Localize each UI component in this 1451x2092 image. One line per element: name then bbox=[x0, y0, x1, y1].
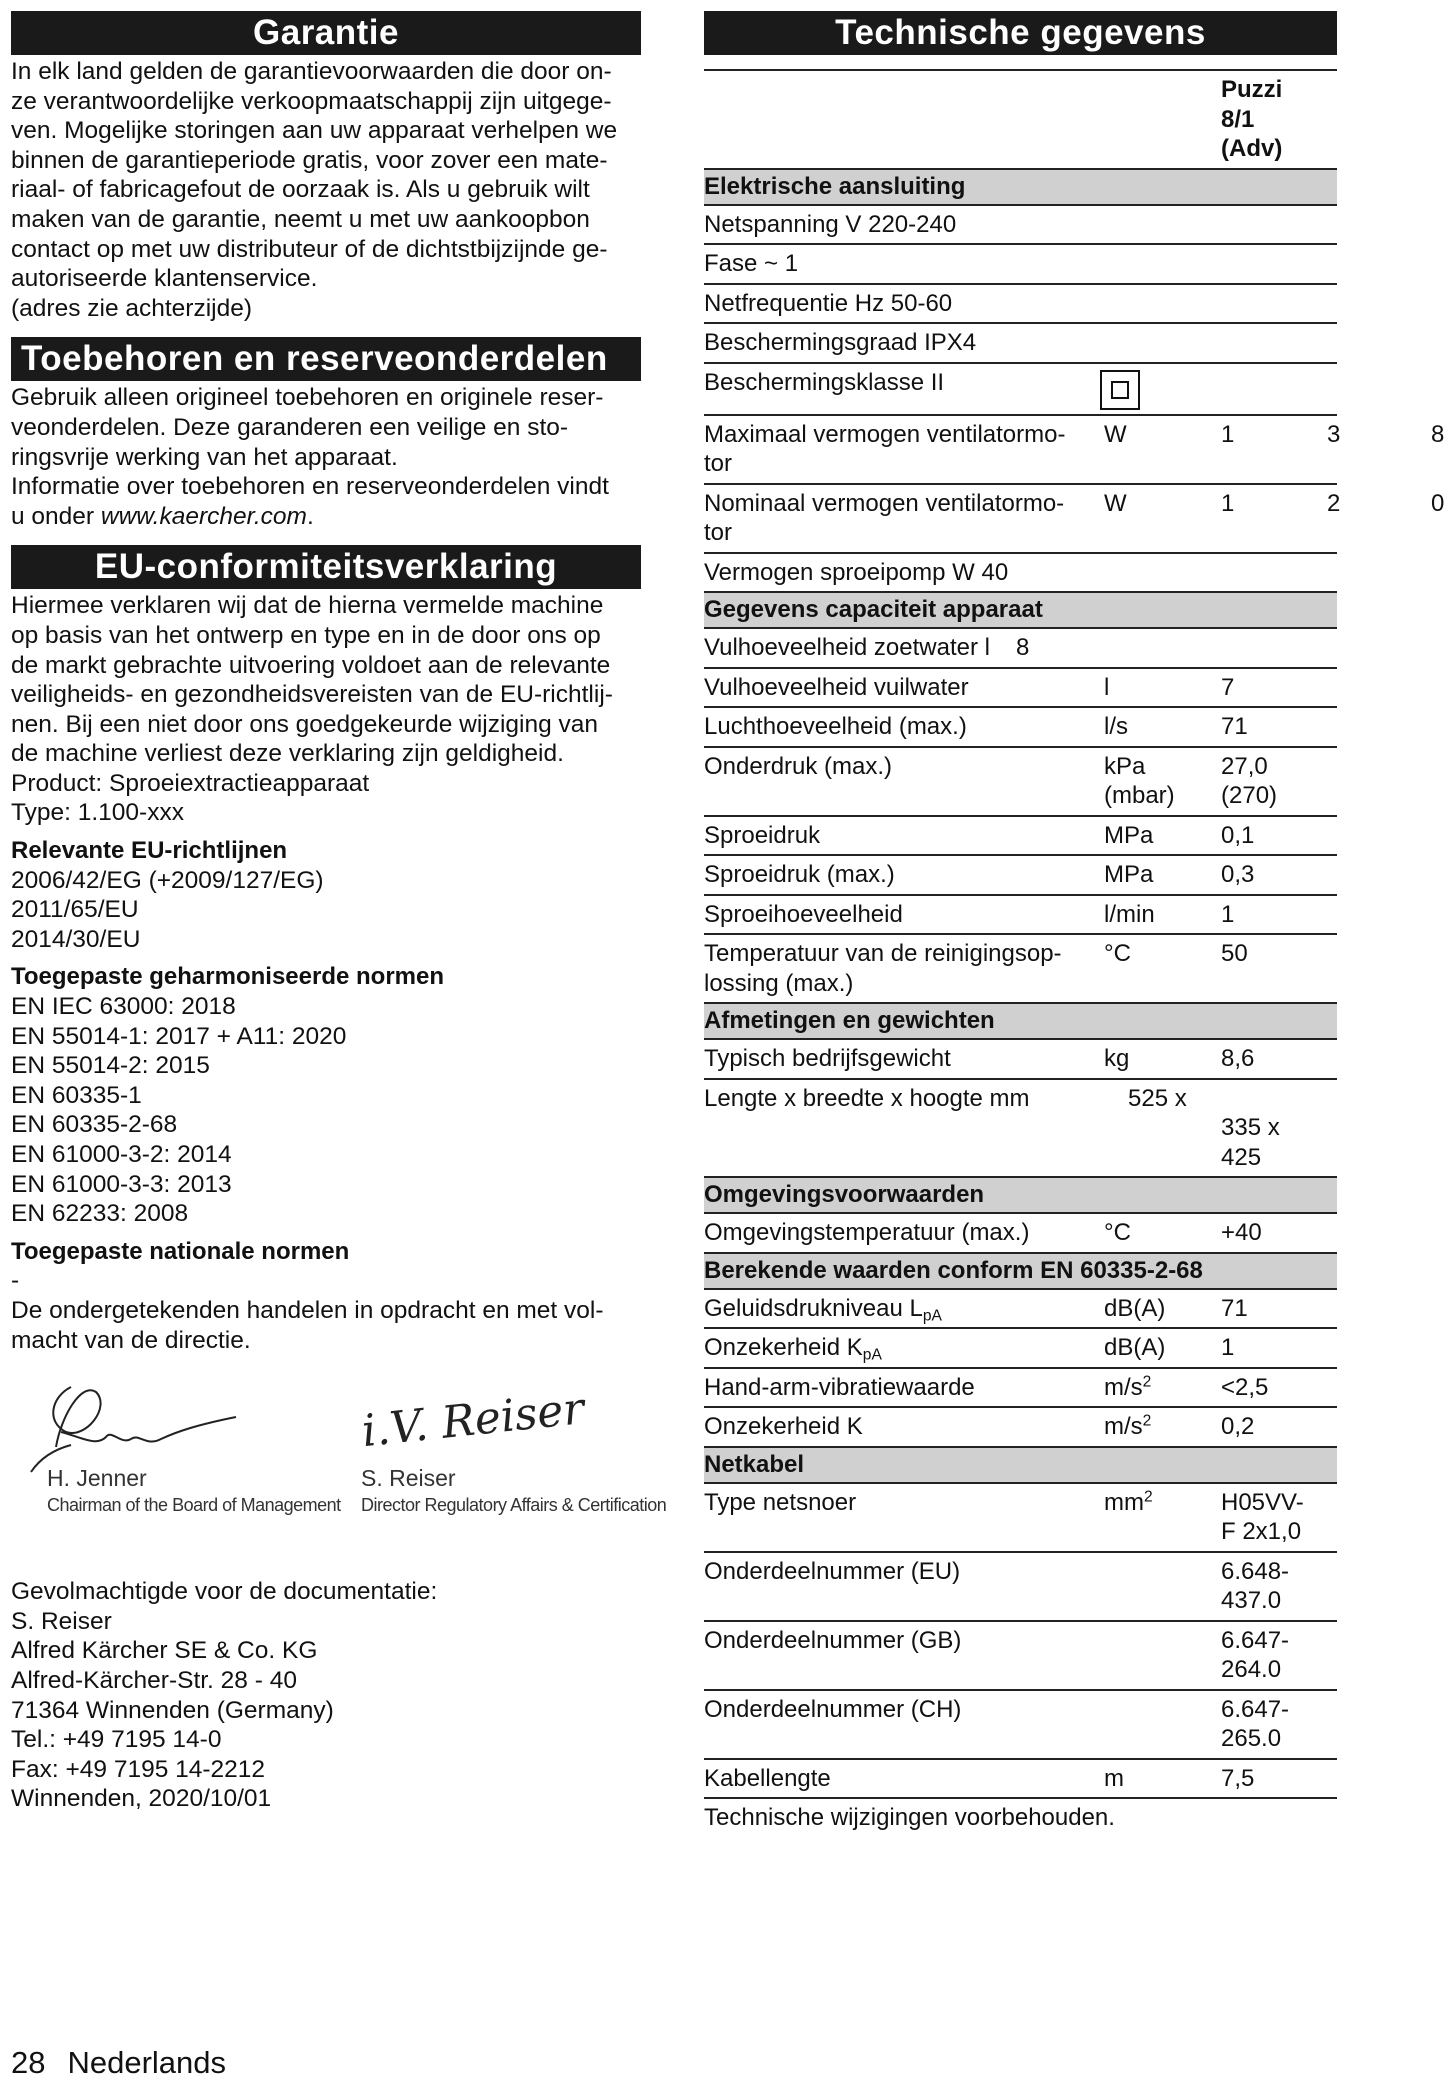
page-language: Nederlands bbox=[67, 2045, 227, 2080]
row-label bbox=[704, 1289, 1104, 1329]
row-label: Netfrequentie Hz 50-60 bbox=[704, 284, 1337, 324]
row-label: Hand-arm-vibratiewaarde bbox=[704, 1368, 1104, 1408]
row-value: 0,1 bbox=[1221, 816, 1337, 856]
signature-reiser-scribble bbox=[351, 1377, 587, 1458]
row-value: 1 bbox=[1221, 1328, 1337, 1368]
row-label bbox=[704, 415, 1104, 484]
label-text: Vulhoeveelheid zoetwater l bbox=[704, 634, 990, 661]
label-text: Geluidsdrukniveau L bbox=[704, 1294, 923, 1322]
right-column bbox=[704, 11, 1445, 1833]
unit-line: (mbar) bbox=[1104, 782, 1175, 809]
contact-block bbox=[11, 1577, 641, 1814]
text-line: op basis van het ontwerp en type en in de door ons op bbox=[11, 621, 601, 649]
table-row bbox=[704, 668, 1337, 708]
row-value: 8,6 bbox=[1221, 1039, 1337, 1079]
value-line: 265.0 bbox=[1221, 1725, 1282, 1752]
model-name bbox=[1221, 70, 1337, 169]
unit-superscript: 2 bbox=[1143, 1487, 1153, 1505]
row-value bbox=[1221, 415, 1445, 484]
unit-line: kPa bbox=[1104, 752, 1146, 780]
value-line: 27,0 bbox=[1221, 752, 1268, 780]
label-subscript: pA bbox=[862, 1346, 882, 1364]
table-row bbox=[704, 747, 1337, 816]
row-label: Onderdruk (max.) bbox=[704, 747, 1104, 816]
row-label bbox=[704, 934, 1104, 1003]
signature-role: Chairman of the Board of Management bbox=[47, 1495, 341, 1516]
table-row bbox=[704, 244, 1337, 284]
row-label: Beschermingsklasse II bbox=[704, 363, 1104, 415]
double-insulation-icon bbox=[1100, 368, 1146, 410]
row-label: Luchthoeveelheid (max.) bbox=[704, 707, 1104, 747]
richtlijn-item: 2011/65/EU bbox=[11, 896, 139, 924]
row-unit: dB(A) bbox=[1104, 1289, 1221, 1329]
nationaal-value: - bbox=[11, 1267, 20, 1295]
table-row bbox=[704, 816, 1337, 856]
page-number: 28 bbox=[11, 2045, 46, 2080]
section-title-toebehoren: Toebehoren en reserveonderdelen bbox=[11, 337, 641, 381]
value-line: 6.648- bbox=[1221, 1557, 1290, 1585]
richtlijn-item: 2014/30/EU bbox=[11, 925, 141, 953]
unit-superscript: 2 bbox=[1142, 1372, 1152, 1390]
table-row bbox=[704, 1407, 1337, 1447]
row-value bbox=[1221, 1621, 1337, 1690]
page-footer bbox=[11, 2045, 248, 2081]
text-line: maken van de garantie, neemt u met uw aankoopbon bbox=[11, 205, 590, 233]
section-row bbox=[704, 1177, 1337, 1213]
row-label: Type netsnoer bbox=[704, 1483, 1104, 1552]
row-label: Onderdeelnummer (GB) bbox=[704, 1621, 1104, 1690]
row-label: Sproeidruk bbox=[704, 816, 1104, 856]
row-value bbox=[1221, 1079, 1337, 1178]
section-label: Gegevens capaciteit apparaat bbox=[704, 592, 1337, 628]
value-digit: 1 bbox=[1221, 489, 1235, 517]
row-label bbox=[704, 628, 1337, 668]
row-value bbox=[1221, 484, 1445, 553]
value-digit: 0 bbox=[1431, 489, 1445, 517]
table-row bbox=[704, 1328, 1337, 1368]
model-line: (Adv) bbox=[1221, 135, 1283, 162]
norm-item: EN 61000-3-3: 2013 bbox=[11, 1170, 232, 1198]
text-line: nen. Bij een niet door ons goedgekeurde wijziging van bbox=[11, 710, 599, 738]
section-label: Omgevingsvoorwaarden bbox=[704, 1177, 1337, 1213]
label-line: tor bbox=[704, 450, 733, 477]
row-unit: l/s bbox=[1104, 707, 1221, 747]
table-row bbox=[704, 895, 1337, 935]
row-unit: l/min bbox=[1104, 895, 1221, 935]
table-row bbox=[704, 1289, 1337, 1329]
row-value: 7,5 bbox=[1221, 1759, 1337, 1799]
row-label: Sproeihoeveelheid bbox=[704, 895, 1104, 935]
value-line: 335 x bbox=[1221, 1114, 1280, 1141]
text-line: ven. Mogelijke storingen aan uw apparaat verhelpen we bbox=[11, 117, 618, 145]
table-row bbox=[704, 855, 1337, 895]
signature-jenner-scribble bbox=[11, 1377, 251, 1477]
row-value: 71 bbox=[1221, 707, 1337, 747]
table-row bbox=[704, 1759, 1337, 1799]
table-row bbox=[704, 205, 1337, 245]
table-row bbox=[704, 323, 1337, 363]
row-label: Omgevingstemperatuur (max.) bbox=[704, 1213, 1104, 1253]
row-label: Kabellengte bbox=[704, 1759, 1104, 1799]
contact-line: S. Reiser bbox=[11, 1607, 112, 1635]
table-row bbox=[704, 628, 1337, 668]
contact-line: Alfred Kärcher SE & Co. KG bbox=[11, 1637, 318, 1665]
value-line: 425 bbox=[1221, 1143, 1262, 1171]
table-row bbox=[704, 1039, 1337, 1079]
row-value: +40 bbox=[1221, 1213, 1337, 1253]
norm-item: EN 55014-1: 2017 + A11: 2020 bbox=[11, 1022, 347, 1050]
norm-item: EN 60335-2-68 bbox=[11, 1111, 178, 1139]
row-value: 1 bbox=[1221, 895, 1337, 935]
text-line bbox=[11, 502, 641, 532]
value-line: 6.647- bbox=[1221, 1695, 1290, 1723]
text-line: veiligheids- en gezondheidsvereisten van de EU-richtlij- bbox=[11, 681, 613, 709]
row-unit: MPa bbox=[1104, 855, 1221, 895]
section-title-eu: EU-conformiteitsverklaring bbox=[11, 545, 641, 589]
section-row bbox=[704, 1003, 1337, 1039]
text-line: de markt gebrachte uitvoering voldoet aan de relevante bbox=[11, 651, 611, 679]
tech-table bbox=[704, 69, 1445, 1799]
row-unit: dB(A) bbox=[1104, 1328, 1221, 1368]
row-label: Vulhoeveelheid vuilwater bbox=[704, 668, 1104, 708]
unit-text: mm bbox=[1104, 1488, 1144, 1516]
norm-item: EN 60335-1 bbox=[11, 1081, 142, 1109]
signatures bbox=[11, 1377, 667, 1577]
unit-superscript: 2 bbox=[1142, 1412, 1152, 1430]
signature-role: Director Regulatory Affairs & Certification bbox=[361, 1495, 667, 1516]
text-line: Type: 1.100-xxx bbox=[11, 799, 184, 827]
section-label: Elektrische aansluiting bbox=[704, 169, 1337, 205]
value-line: (270) bbox=[1221, 782, 1278, 809]
row-unit bbox=[1104, 1368, 1221, 1408]
text-line: Gebruik alleen origineel toebehoren en originele reser- bbox=[11, 384, 604, 412]
value-digit: 2 bbox=[1327, 489, 1341, 517]
label-subscript: pA bbox=[922, 1307, 942, 1325]
row-unit bbox=[1104, 1079, 1221, 1178]
row-unit: °C bbox=[1104, 1213, 1221, 1253]
text-line: Product: Sproeiextractieapparaat bbox=[11, 769, 370, 797]
text-line: de machine verliest deze verklaring zijn geldigheid. bbox=[11, 740, 564, 768]
section-row bbox=[704, 169, 1337, 205]
contact-line: Gevolmachtigde voor de documentatie: bbox=[11, 1578, 438, 1606]
row-unit bbox=[1104, 1483, 1221, 1552]
norm-item: EN IEC 63000: 2018 bbox=[11, 993, 236, 1021]
eu-text bbox=[11, 591, 641, 1355]
row-value: 0,2 bbox=[1221, 1407, 1337, 1447]
table-row bbox=[704, 1690, 1337, 1759]
text-fragment: . bbox=[306, 502, 314, 530]
section-row bbox=[704, 592, 1337, 628]
text-line: In elk land gelden de garantievoorwaarden die door on- bbox=[11, 58, 612, 85]
row-unit bbox=[1104, 1407, 1221, 1447]
value-digit: 8 bbox=[1431, 420, 1445, 448]
section-label: Berekende waarden conform EN 60335-2-68 bbox=[704, 1253, 1337, 1289]
normen-heading: Toegepaste geharmoniseerde normen bbox=[11, 963, 445, 991]
row-value bbox=[1104, 363, 1337, 415]
table-row bbox=[704, 284, 1337, 324]
row-unit: °C bbox=[1104, 934, 1221, 1003]
kaercher-link[interactable]: www.kaercher.com bbox=[100, 502, 307, 530]
row-unit bbox=[1104, 747, 1221, 816]
text-line: autoriseerde klantenservice. bbox=[11, 265, 318, 293]
value-line: 525 x bbox=[1128, 1084, 1187, 1112]
toebehoren-text bbox=[11, 383, 641, 531]
text-line: veonderdelen. Deze garanderen een veilige en sto- bbox=[11, 413, 569, 441]
table-row bbox=[704, 1213, 1337, 1253]
richtlijn-item: 2006/42/EG (+2009/127/EG) bbox=[11, 866, 324, 894]
nationaal-heading: Toegepaste nationale normen bbox=[11, 1237, 350, 1265]
value-line: 437.0 bbox=[1221, 1587, 1282, 1614]
row-value: 7 bbox=[1221, 668, 1337, 708]
row-value: <2,5 bbox=[1221, 1368, 1337, 1408]
contact-line: Winnenden, 2020/10/01 bbox=[11, 1785, 272, 1813]
row-label: Onderdeelnummer (CH) bbox=[704, 1690, 1104, 1759]
left-column bbox=[11, 11, 667, 1814]
section-title-tech: Technische gegevens bbox=[704, 11, 1337, 55]
label-line: Maximaal vermogen ventilatormo- bbox=[704, 420, 1066, 448]
label-text: Onzekerheid K bbox=[704, 1334, 863, 1361]
contact-line: Alfred-Kärcher-Str. 28 - 40 bbox=[11, 1666, 297, 1694]
row-unit: W bbox=[1104, 484, 1221, 553]
norm-item: EN 61000-3-2: 2014 bbox=[11, 1141, 232, 1168]
row-value: 0,3 bbox=[1221, 855, 1337, 895]
signature-name: S. Reiser bbox=[361, 1465, 456, 1492]
table-row bbox=[704, 363, 1337, 415]
row-value bbox=[1221, 1483, 1337, 1552]
text-line: ringsvrije werking van het apparaat. bbox=[11, 443, 398, 471]
table-row bbox=[704, 553, 1337, 593]
table-row bbox=[704, 1368, 1337, 1408]
table-row bbox=[704, 484, 1337, 553]
richtlijnen-heading: Relevante EU-richtlijnen bbox=[11, 837, 288, 865]
row-value bbox=[1221, 747, 1337, 816]
row-value bbox=[1221, 1690, 1337, 1759]
table-row bbox=[704, 415, 1337, 484]
signature-reiser-text: i.V. Reiser bbox=[359, 1383, 587, 1458]
section-label: Netkabel bbox=[704, 1447, 1337, 1483]
row-label: Sproeidruk (max.) bbox=[704, 855, 1104, 895]
tech-note: Technische wijzigingen voorbehouden. bbox=[704, 1804, 1115, 1831]
text-line: De ondergetekenden handelen in opdracht en met vol- bbox=[11, 1296, 604, 1324]
row-label: Beschermingsgraad IPX4 bbox=[704, 323, 1337, 363]
row-value: 8 bbox=[1015, 634, 1030, 661]
row-unit: m bbox=[1104, 1759, 1221, 1799]
row-label bbox=[704, 484, 1104, 553]
section-row bbox=[704, 1253, 1337, 1289]
garantie-text bbox=[11, 57, 641, 323]
row-unit: W bbox=[1104, 415, 1221, 484]
text-line: macht van de directie. bbox=[11, 1326, 251, 1354]
row-label: Onzekerheid K bbox=[704, 1407, 1104, 1447]
text-line: contact op met uw distributeur of de dichtstbijzijnde ge- bbox=[11, 235, 608, 263]
table-row bbox=[704, 70, 1337, 169]
table-row bbox=[704, 707, 1337, 747]
row-value bbox=[1221, 1552, 1337, 1621]
label-line: Nominaal vermogen ventilatormo- bbox=[704, 489, 1065, 517]
unit-text: m/s bbox=[1104, 1413, 1143, 1440]
text-fragment: u onder bbox=[11, 502, 101, 530]
row-unit: kg bbox=[1104, 1039, 1221, 1079]
value-digit: 1 bbox=[1221, 420, 1235, 448]
text-line: ze verantwoordelijke verkoopmaatschappij zijn uitgege- bbox=[11, 87, 612, 115]
row-label: Fase ~ 1 bbox=[704, 244, 1337, 284]
value-digit: 3 bbox=[1327, 420, 1341, 448]
value-line: 264.0 bbox=[1221, 1656, 1282, 1683]
section-row bbox=[704, 1447, 1337, 1483]
row-label: Netspanning V 220-240 bbox=[704, 205, 1337, 245]
row-label: Onderdeelnummer (EU) bbox=[704, 1552, 1104, 1621]
label-line: Temperatuur van de reinigingsop- bbox=[704, 940, 1062, 967]
text-line: Hiermee verklaren wij dat de hierna vermelde machine bbox=[11, 592, 604, 620]
row-value: 71 bbox=[1221, 1289, 1337, 1329]
table-row bbox=[704, 934, 1337, 1003]
row-label bbox=[704, 1328, 1104, 1368]
row-unit: MPa bbox=[1104, 816, 1221, 856]
row-label: Vermogen sproeipomp W 40 bbox=[704, 553, 1337, 593]
section-title-garantie: Garantie bbox=[11, 11, 641, 55]
text-line: Informatie over toebehoren en reserveonderdelen vindt bbox=[11, 473, 609, 501]
value-line: 6.647- bbox=[1221, 1626, 1290, 1654]
text-line: riaal- of fabricagefout de oorzaak is. Als u gebruik wilt bbox=[11, 176, 590, 204]
table-row bbox=[704, 1483, 1337, 1552]
signature-name: H. Jenner bbox=[47, 1465, 147, 1492]
table-row bbox=[704, 1621, 1337, 1690]
row-label: Typisch bedrijfsgewicht bbox=[704, 1039, 1104, 1079]
label-line: lossing (max.) bbox=[704, 969, 854, 997]
label-line: tor bbox=[704, 519, 733, 546]
unit-text: m/s bbox=[1104, 1373, 1143, 1401]
contact-line: Tel.: +49 7195 14-0 bbox=[11, 1726, 222, 1754]
row-unit: l bbox=[1104, 668, 1221, 708]
value-line: F 2x1,0 bbox=[1221, 1518, 1302, 1545]
row-value: 50 bbox=[1221, 934, 1337, 1003]
text-line: (adres zie achterzijde) bbox=[11, 294, 253, 322]
table-row bbox=[704, 1552, 1337, 1621]
norm-item: EN 55014-2: 2015 bbox=[11, 1052, 210, 1080]
contact-line: Fax: +49 7195 14-2212 bbox=[11, 1755, 266, 1783]
contact-line: 71364 Winnenden (Germany) bbox=[11, 1696, 334, 1724]
section-label: Afmetingen en gewichten bbox=[704, 1003, 1337, 1039]
row-label: Lengte x breedte x hoogte mm bbox=[704, 1079, 1104, 1178]
model-line: Puzzi bbox=[1221, 76, 1283, 103]
table-row bbox=[704, 1079, 1337, 1178]
value-line: H05VV- bbox=[1221, 1488, 1304, 1516]
norm-item: EN 62233: 2008 bbox=[11, 1200, 189, 1228]
text-line: binnen de garantieperiode gratis, voor zover een mate- bbox=[11, 146, 608, 174]
model-line: 8/1 bbox=[1221, 105, 1255, 133]
